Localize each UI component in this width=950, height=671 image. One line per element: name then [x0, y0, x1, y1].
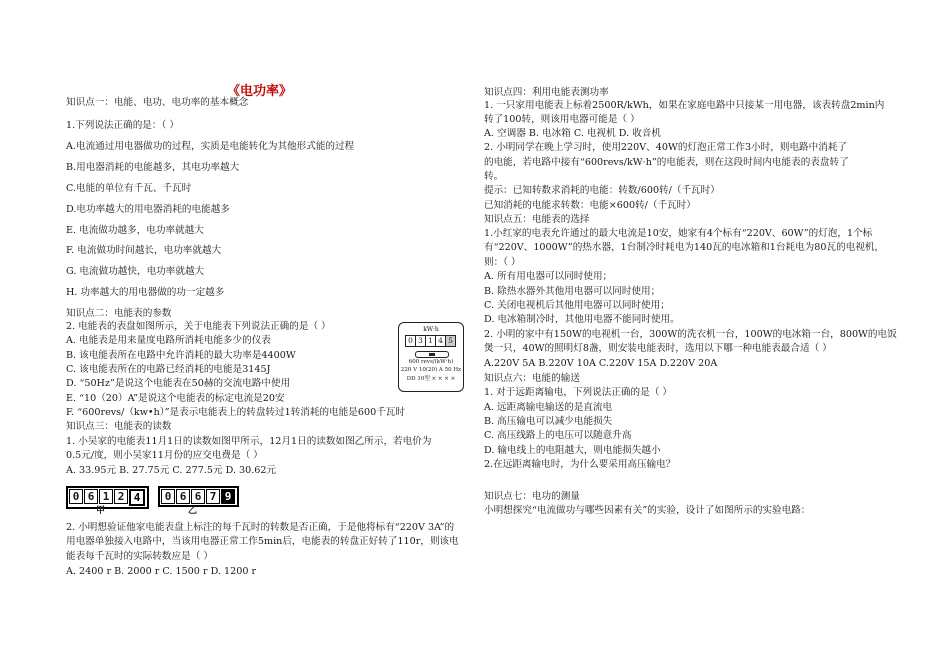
text-line: C. 关闭电视机后其他用电器可以同时使用； [484, 300, 670, 311]
text-line: A.电流通过用电器做功的过程，实质是电能转化为其他形式能的过程 [66, 141, 355, 152]
meter-digit: 1 [425, 335, 436, 347]
reading-digit: 4 [129, 489, 145, 506]
text-line: 知识点三：电能表的读数 [66, 421, 172, 432]
text-line: 1. 一只家用电能表上标着2500R/kWh，如果在家庭电路中只接某一用电器，该表转盘2min内 [484, 100, 885, 111]
text-line: C. 高压线路上的电压可以随意升高 [484, 430, 632, 441]
text-line: D. “50Hz”是说这个电能表在50赫的交流电路中使用 [66, 378, 291, 389]
text-line: 知识点一：电能、电功、电功率的基本概念 [66, 97, 249, 108]
reading-label-jia: 甲 [96, 506, 106, 516]
reading-digit: 6 [191, 489, 205, 504]
text-line: 用电器单独接入电路中，当该用电器正常工作5min后，电能表的转盘正好转了110r，则该电 [66, 536, 459, 547]
text-line: B. 该电能表所在电路中允许消耗的最大功率是4400W [66, 350, 296, 361]
meter-rating-voltage: 220 V 10(20) A 50 Hz [400, 367, 462, 373]
text-line: H. 功率越大的用电器做的功一定越多 [66, 287, 225, 298]
text-line: 2. 小明同学在晚上学习时，使用220V、40W的灯泡正常工作3小时，则电路中消耗了 [484, 142, 848, 153]
reading-label-yi: 乙 [188, 506, 198, 516]
reading-digit: 6 [84, 489, 98, 504]
text-line: 知识点五：电能表的选择 [484, 214, 590, 225]
text-line: A. 33.95元 B. 27.75元 C. 277.5元 D. 30.62元 [66, 465, 277, 476]
reading-digit: 7 [206, 489, 220, 504]
reading-digit: 0 [161, 489, 175, 504]
text-line: 有“220V、1000W”的热水器，1台制冷时耗电为140瓦的电冰箱和1台耗电为80瓦的电视机， [484, 242, 885, 253]
text-line: A. 电能表是用来量度电路所消耗电能多少的仪表 [66, 335, 271, 346]
meter-digit: 4 [435, 335, 446, 347]
text-line: 2.在远距离输电时，为什么要采用高压输电？ [484, 459, 676, 470]
text-line: 1. 对于远距离输电，下列说法正确的是（ ） [484, 387, 672, 398]
text-line: A. 空调器 B. 电冰箱 C. 电视机 D. 收音机 [484, 128, 661, 139]
meter-digit: 3 [415, 335, 426, 347]
text-line: F. 电流做功时间越长，电功率就越大 [66, 245, 222, 256]
text-line: 2. 小明的家中有150W的电视机一台，300W的洗衣机一台，100W的电冰箱一台，800W的电饭 [484, 329, 897, 340]
meter-unit: kW·h [423, 326, 439, 333]
reading-digit: 9 [221, 489, 235, 504]
text-line: 则：（ ） [484, 257, 521, 268]
text-line: 提示：已知转数求消耗的电能：转数/600转/（千瓦时） [484, 185, 720, 196]
text-line: 2. 电能表的表盘如图所示，关于电能表下列说法正确的是（ ） [66, 321, 331, 332]
reading-digit: 6 [176, 489, 190, 504]
text-line: B. 除热水器外其他用电器可以同时使用； [484, 286, 661, 297]
text-line: 知识点四：利用电能表测功率 [484, 87, 609, 98]
text-line: F. “600revs/（kw•h）”是表示电能表上的转盘转过1转消耗的电能是600千瓦时 [66, 407, 405, 418]
meter-disc-icon [415, 351, 449, 358]
text-line: 煲一只，40W的照明灯8盏，则安装电能表时，选用以下哪一种电能表最合适（ ） [484, 343, 832, 354]
text-line: 1.小红家的电表允许通过的最大电流是10安，她家有4个标有“220V、60W”的灯泡，1个标 [484, 228, 873, 239]
text-line: B. 高压输电可以减少电能损失 [484, 416, 613, 427]
text-line: G. 电流做功越快，电功率就越大 [66, 266, 205, 277]
meter-digit: 0 [405, 335, 416, 347]
text-line: 2. 小明想验证他家电能表盘上标注的每千瓦时的转数是否正确，于是他将标有“220V 3A”的 [66, 522, 455, 533]
meter-rating-revs: 600 revs/(kW·h) [408, 359, 454, 365]
text-line: A.220V 5A B.220V 10A C.220V 15A D.220V 20A [484, 358, 718, 369]
electricity-meter-figure [398, 322, 464, 392]
text-line: 转了100转，则该用电器可能是（ ） [484, 114, 640, 125]
text-line: 知识点七：电功的测量 [484, 491, 580, 502]
meter-reading-jia [66, 486, 149, 509]
meter-model: DD 10型 × × × × [406, 376, 456, 382]
text-line: 1. 小吴家的电能表11月1日的读数如图甲所示，12月1日的读数如图乙所示，若电价为 [66, 436, 432, 447]
reading-digit: 2 [114, 489, 128, 504]
text-line: 能表每千瓦时的实际转数应是（ ） [66, 551, 213, 562]
text-line: 知识点六：电能的输送 [484, 373, 580, 384]
text-line: C. 该电能表所在的电路已经消耗的电能是3145J [66, 364, 271, 375]
text-line: E. “10（20）A”是说这个电能表的标定电流是20安 [66, 393, 285, 404]
text-line: 小明想探究“电流做功与哪些因素有关”的实验，设计了如图所示的实验电路： [484, 505, 811, 516]
page-title: 《电功率》 [227, 84, 293, 99]
text-line: 已知消耗的电能求转数：电能×600转/（千瓦时） [484, 200, 696, 211]
text-line: E. 电流做功越多，电功率就越大 [66, 225, 204, 236]
meter-digits [405, 335, 455, 347]
meter-reading-yi [158, 486, 239, 507]
text-line: A. 2400 r B. 2000 r C. 1500 r D. 1200 r [66, 566, 257, 577]
text-line: D.电功率越大的用电器消耗的电能越多 [66, 204, 230, 215]
text-line: D. 输电线上的电阻越大，则电能损失越小 [484, 445, 661, 456]
text-line: 0.5元/度，则小吴家11月份的应交电费是（ ） [66, 450, 263, 461]
text-line: A. 远距离输电输送的是直流电 [484, 402, 613, 413]
text-line: 转。 [484, 171, 504, 182]
reading-digit: 0 [69, 489, 83, 504]
text-line: B.用电器消耗的电能越多，其电功率越大 [66, 162, 240, 173]
text-line: 1.下列说法正确的是：（ ） [66, 120, 179, 131]
text-line: A. 所有用电器可以同时使用； [484, 271, 613, 282]
text-line: D. 电冰箱制冷时，其他用电器不能同时使用。 [484, 314, 680, 325]
meter-digit: 5 [445, 335, 456, 347]
text-line: 知识点二：电能表的参数 [66, 308, 172, 319]
text-line: 的电能，若电路中接有“600revs/kW·h”的电能表，则在这段时间内电能表的表盘转了 [484, 157, 849, 168]
reading-digit: 1 [99, 489, 113, 504]
text-line: C.电能的单位有千瓦、千瓦时 [66, 183, 192, 194]
